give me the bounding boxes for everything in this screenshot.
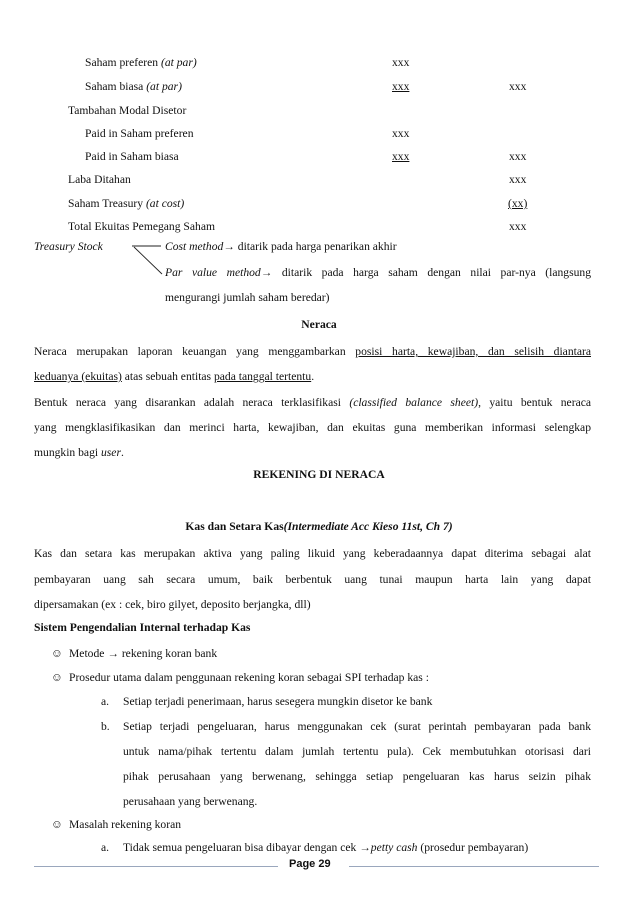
text-italic: petty cash: [370, 841, 418, 854]
equity-row-label: [68, 104, 186, 117]
neraca-heading: Neraca: [301, 318, 337, 331]
treasury-branch-lines: [131, 244, 165, 278]
cost-method-term: Cost method: [165, 240, 224, 253]
text: .: [120, 446, 124, 459]
text-underlined: pada tanggal tertentu: [213, 370, 312, 383]
kas-p-line1: Kas dan setara kas merupakan aktiva yang paling likuid yang keberadaannya dapat diterima sebagai alat: [34, 547, 591, 560]
spi-bullet-2b-line4: perusahaan yang berwenang.: [123, 795, 258, 808]
cost-method-desc: ditarik pada harga penarikan akhir: [234, 240, 397, 253]
text: Neraca merupakan laporan keuangan yang menggambarkan: [34, 345, 356, 358]
spi-heading: Sistem Pengendalian Internal terhadap Kas: [34, 621, 251, 634]
neraca-p1-line2: [34, 370, 314, 383]
smiley-bullet-icon: ☺: [51, 647, 63, 660]
equity-col1-value: xxx: [392, 56, 410, 69]
par-method-term: Par value method: [165, 266, 261, 279]
par-method-line: [165, 266, 591, 279]
text: Metode: [69, 647, 108, 660]
spi-bullet-1: [69, 647, 217, 660]
page-number: Page 29: [289, 858, 331, 870]
treasury-stock-label: Treasury Stock: [34, 240, 103, 253]
rekening-heading: REKENING DI NERACA: [253, 468, 385, 481]
equity-row-label: [68, 220, 215, 233]
text-italic: (classified balance sheet): [349, 396, 479, 409]
equity-col2-value: xxx: [509, 173, 527, 186]
text: Paid in Saham biasa: [85, 150, 179, 163]
text: Saham Treasury: [68, 197, 146, 210]
text-italic: (at par): [160, 56, 197, 69]
kas-sub-heading: [0, 520, 638, 533]
neraca-p2-line1: [34, 396, 591, 409]
list-marker: a.: [101, 841, 110, 854]
arrow-icon: →: [107, 647, 119, 660]
text-italic: (at cost): [145, 197, 185, 210]
spi-bullet-2b-line2: untuk nama/pihak tertentu dalam jumlah tertentu pula). Cek membutuhkan otorisasi dari: [123, 745, 591, 758]
kas-p-line2: pembayaran uang sah secara umum, baik berbentuk uang tunai maupun harta lain yang dapat: [34, 573, 591, 586]
list-marker: a.: [101, 695, 110, 708]
text-italic: (Intermediate Acc Kieso 11st, Ch 7): [283, 520, 453, 533]
smiley-bullet-icon: ☺: [51, 818, 63, 831]
equity-col2-value: xxx: [509, 80, 527, 93]
equity-col1-value: xxx: [392, 127, 410, 140]
equity-col2-value: xxx: [509, 150, 527, 163]
text: rekening koran bank: [118, 647, 218, 660]
text: Laba Ditahan: [68, 173, 131, 186]
arrow-icon: →: [223, 240, 235, 253]
list-marker: b.: [101, 720, 110, 733]
spi-bullet-2b-line3: pihak perusahaan yang berwenang, sehingga setiap pengeluaran kas harus seizin pihak: [123, 770, 591, 783]
text-italic: (at par): [146, 80, 182, 93]
spi-bullet-2b-line1: Setiap terjadi pengeluaran, harus menggunakan cek (surat perintah pembayaran pada bank: [123, 720, 591, 733]
text-underlined: posisi harta, kewajiban, dan selisih diantara: [355, 345, 591, 358]
arrow-icon: →: [260, 266, 273, 279]
equity-row-label: [68, 173, 131, 186]
equity-col1-value: xxx: [392, 80, 410, 93]
text: Paid in Saham preferen: [85, 127, 194, 140]
par-method-line-2: mengurangi jumlah saham beredar): [165, 291, 330, 304]
equity-col1-value: xxx: [392, 150, 410, 163]
equity-row-label: [85, 127, 194, 140]
kas-p-line3: dipersamakan (ex : cek, biro gilyet, deposito berjangka, dll): [34, 598, 311, 611]
text: atas sebuah entitas: [121, 370, 214, 383]
text: , yaitu bentuk neraca: [478, 396, 592, 409]
spi-bullet-2: Prosedur utama dalam penggunaan rekening koran sebagai SPI terhadap kas :: [69, 671, 429, 684]
text: (prosedur pembayaran): [417, 841, 529, 854]
cost-method-line: [165, 240, 397, 253]
equity-row-label: [68, 197, 184, 210]
text-underlined: keduanya (ekuitas): [34, 370, 122, 383]
par-method-desc: ditarik pada harga saham dengan nilai par-nya (langsung: [272, 266, 591, 279]
neraca-p2-line3: [34, 446, 124, 459]
text: Saham biasa: [85, 80, 147, 93]
text: Saham preferen: [85, 56, 161, 69]
equity-row-label: [85, 150, 179, 163]
text: .: [311, 370, 315, 383]
equity-col2-value: (xx): [508, 197, 528, 210]
text: Bentuk neraca yang disarankan adalah neraca terklasifikasi: [34, 396, 350, 409]
equity-col2-value: xxx: [509, 220, 527, 233]
spi-bullet-3a: [123, 841, 528, 854]
equity-row-label: [85, 80, 182, 93]
spi-bullet-2a: Setiap terjadi penerimaan, harus sesegera mungkin disetor ke bank: [123, 695, 433, 708]
text: Kas dan Setara Kas: [185, 520, 284, 533]
arrow-icon: →: [359, 841, 371, 854]
text: Total Ekuitas Pemegang Saham: [68, 220, 215, 233]
footer-rule-left: [34, 866, 278, 867]
text: Tidak semua pengeluaran bisa dibayar dengan cek: [123, 841, 360, 854]
text-italic: user: [100, 446, 121, 459]
neraca-p1-line1: [34, 345, 591, 358]
footer-rule-right: [349, 866, 599, 867]
equity-row-label: [85, 56, 197, 69]
text: mungkin bagi: [34, 446, 101, 459]
neraca-p2-line2: yang mengklasifikasikan dan merinci harta, kewajiban, dan ekuitas guna memberikan informasi selengkap: [34, 421, 591, 434]
spi-bullet-3: Masalah rekening koran: [69, 818, 182, 831]
smiley-bullet-icon: ☺: [51, 671, 63, 684]
text: Tambahan Modal Disetor: [68, 104, 187, 117]
